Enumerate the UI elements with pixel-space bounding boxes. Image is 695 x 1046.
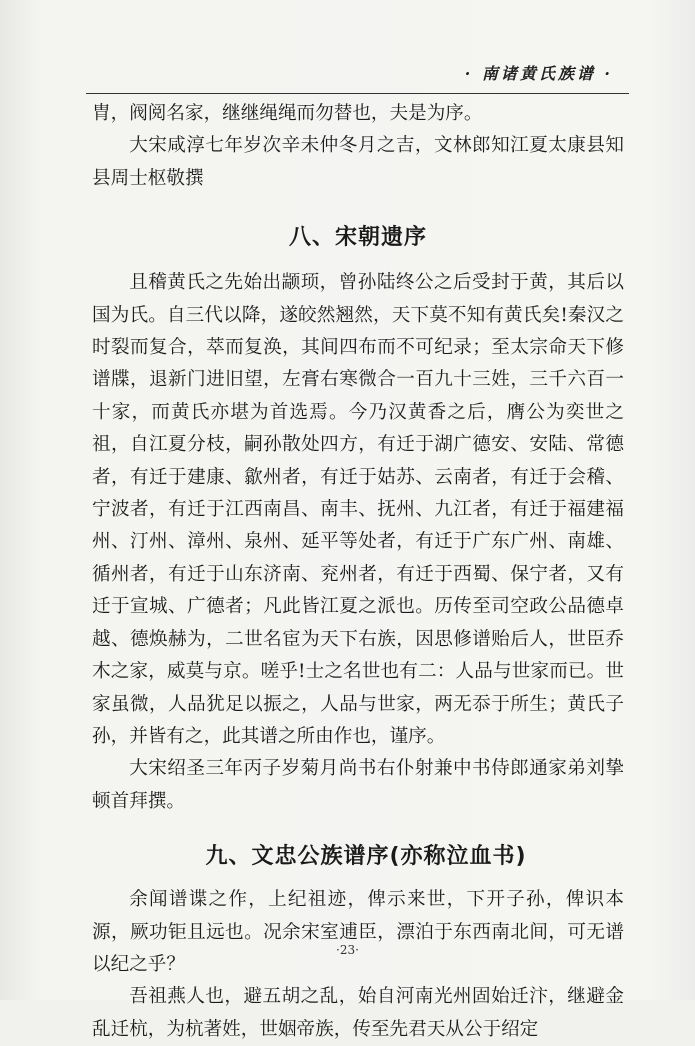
- paragraph-wenzhong-2: 吾祖燕人也，避五胡之乱，始自河南光州固始迁汴，继避金乱迁杭，为杭著姓，世姻帝族，传至先君天从公于绍定: [92, 986, 624, 1040]
- paragraph-signature-2: 大宋绍圣三年丙子岁菊月尚书右仆射兼中书侍郎通家弟刘挚顿首拜撰。: [92, 758, 624, 812]
- header-rule: [86, 93, 629, 94]
- running-head-title: · 南诸黄氏族谱 ·: [464, 64, 613, 83]
- section-title-9: 九、文忠公族谱序(亦称泣血书): [205, 844, 527, 870]
- paragraph-continuation: 胄，阀阅名家，继继绳绳而勿替也，夫是为序。: [92, 103, 483, 124]
- page-body: [92, 98, 624, 1046]
- paragraph-song-preface: 且稽黄氏之先始出颛顼，曾孙陆终公之后受封于黄，其后以国为氏。自三代以降，遂皎然翘然，天下莫不知有黄氏矣!秦汉之时裂而复合，萃而复涣，其间四布而不可纪录；至太宗命天下修谱牒，退新门进旧望，左膏右寒微合一百九十三姓，三千六百一十家，而黄氏亦堪为首选焉。今乃汉黄香之后，膺公为奕世之祖，自江夏分枝，嗣孙散处四方，有迁于湖广德安、安陆、常德者，有迁于建康、歙州者，有迁于姑苏、云南者，有迁于会稽、宁波者，有迁于江西南昌、南丰、抚州、九江者，有迁于福建福州、汀州、漳州、泉州、延平等处者，有迁于广东广州、南雄、循州者，有迁于山东济南、兖州者，有迁于西蜀、保宁者，又有迁于宣城、广德者；凡此皆江夏之派也。历传至司空政公品德卓越、德焕赫为，二世名宦为天下右族，因思修谱贻后人，世臣乔木之家，威莫与京。嗟乎!士之名世也有二：人品与世家而已。世家虽微，人品犹足以振之，人品与世家，两无忝于所生；黄氏子孙，并皆有之，此其谱之所由作也，谨序。: [92, 272, 624, 747]
- paragraph-signature-1: 大宋咸淳七年岁次辛未仲冬月之吉，文林郎知江夏太康县知县周士枢敬撰: [92, 135, 624, 189]
- paragraph-wenzhong-1: 余闻谱谍之作，上纪祖迹，俾示来世，下开子孙，俾识本源，厥功钜且远也。况余宋室逋臣，漂泊于东西南北间，可无谱以纪之乎？: [92, 889, 624, 975]
- page-number: ·23·: [336, 943, 359, 957]
- section-title-8: 八、宋朝遗序: [288, 225, 427, 251]
